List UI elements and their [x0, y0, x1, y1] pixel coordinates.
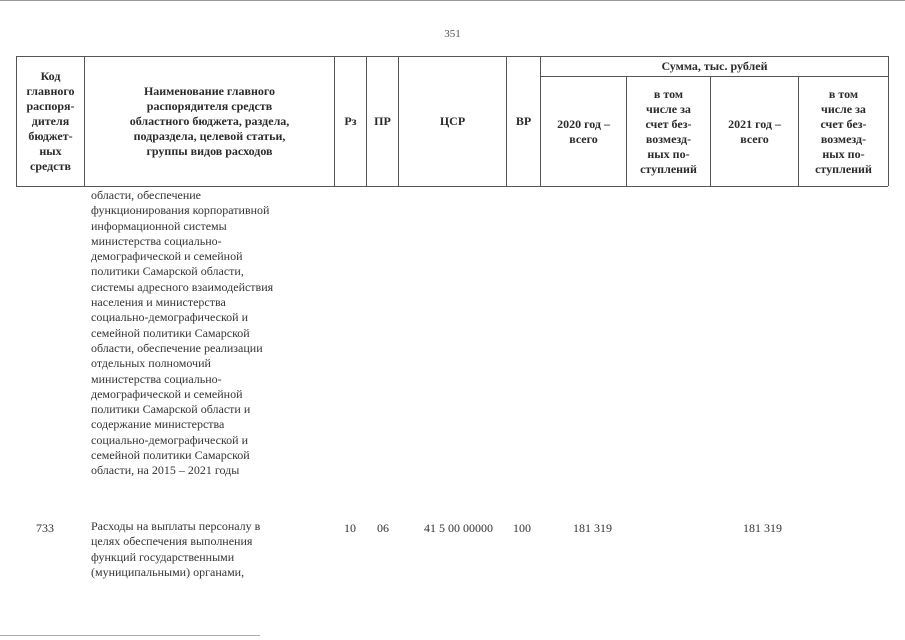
col-rule-right	[888, 56, 889, 186]
header-rz: Рз	[344, 114, 357, 128]
header-csr: ЦСР	[439, 114, 466, 128]
table-header	[16, 56, 888, 186]
row-2020-total: 181 319	[573, 521, 612, 535]
row-code: 733	[36, 521, 54, 535]
row-rz: 10	[344, 521, 356, 535]
header-sum: Сумма, тыс. рублей	[661, 59, 768, 73]
scan-edge-bottom	[0, 635, 260, 636]
header-name: Наименование главного распорядителя средств областного бюджета, раздела, подраздела, целевой статьи, группы видов расходов	[129, 84, 290, 158]
header-bottom-rule	[16, 186, 888, 187]
row-name: Расходы на выплаты персоналу в целях обеспечения выполнения функций государственными (муниципальными) органами,	[91, 519, 261, 579]
row-vr: 100	[513, 521, 531, 535]
header-2021-free: в том числе за счет без- возмезд- ных по- ступлений	[815, 86, 872, 176]
row-csr: 41 5 00 00000	[424, 521, 493, 535]
header-2020-total: 2020 год – всего	[557, 116, 610, 146]
header-vr: ВР	[515, 114, 532, 128]
header-2021-total: 2021 год – всего	[728, 116, 781, 146]
header-pr: ПР	[374, 114, 391, 128]
scan-edge-top	[0, 0, 905, 1]
page-number: 351	[444, 28, 461, 40]
row-pr: 06	[377, 521, 389, 535]
header-2020-free: в том числе за счет без- возмезд- ных по- ступлений	[640, 86, 697, 176]
row-2021-total: 181 319	[743, 521, 782, 535]
continuation-text: области, обеспечение функционирования корпоративной информационной системы министерства социально- демографической и семейной политики Самарской области, системы адресного взаимодействия населения и министерства социально-демографической и семейной политики Самарской области, обеспечение реализации отдельных полномочий министерства социально- демографической и семейной политики Самарской области и содержание министерства социально-демографической и семейной политики Самарской области, на 2015 – 2021 годы	[91, 188, 274, 478]
header-code: Код главного распоря- дителя бюджет- ных средств	[26, 69, 75, 173]
